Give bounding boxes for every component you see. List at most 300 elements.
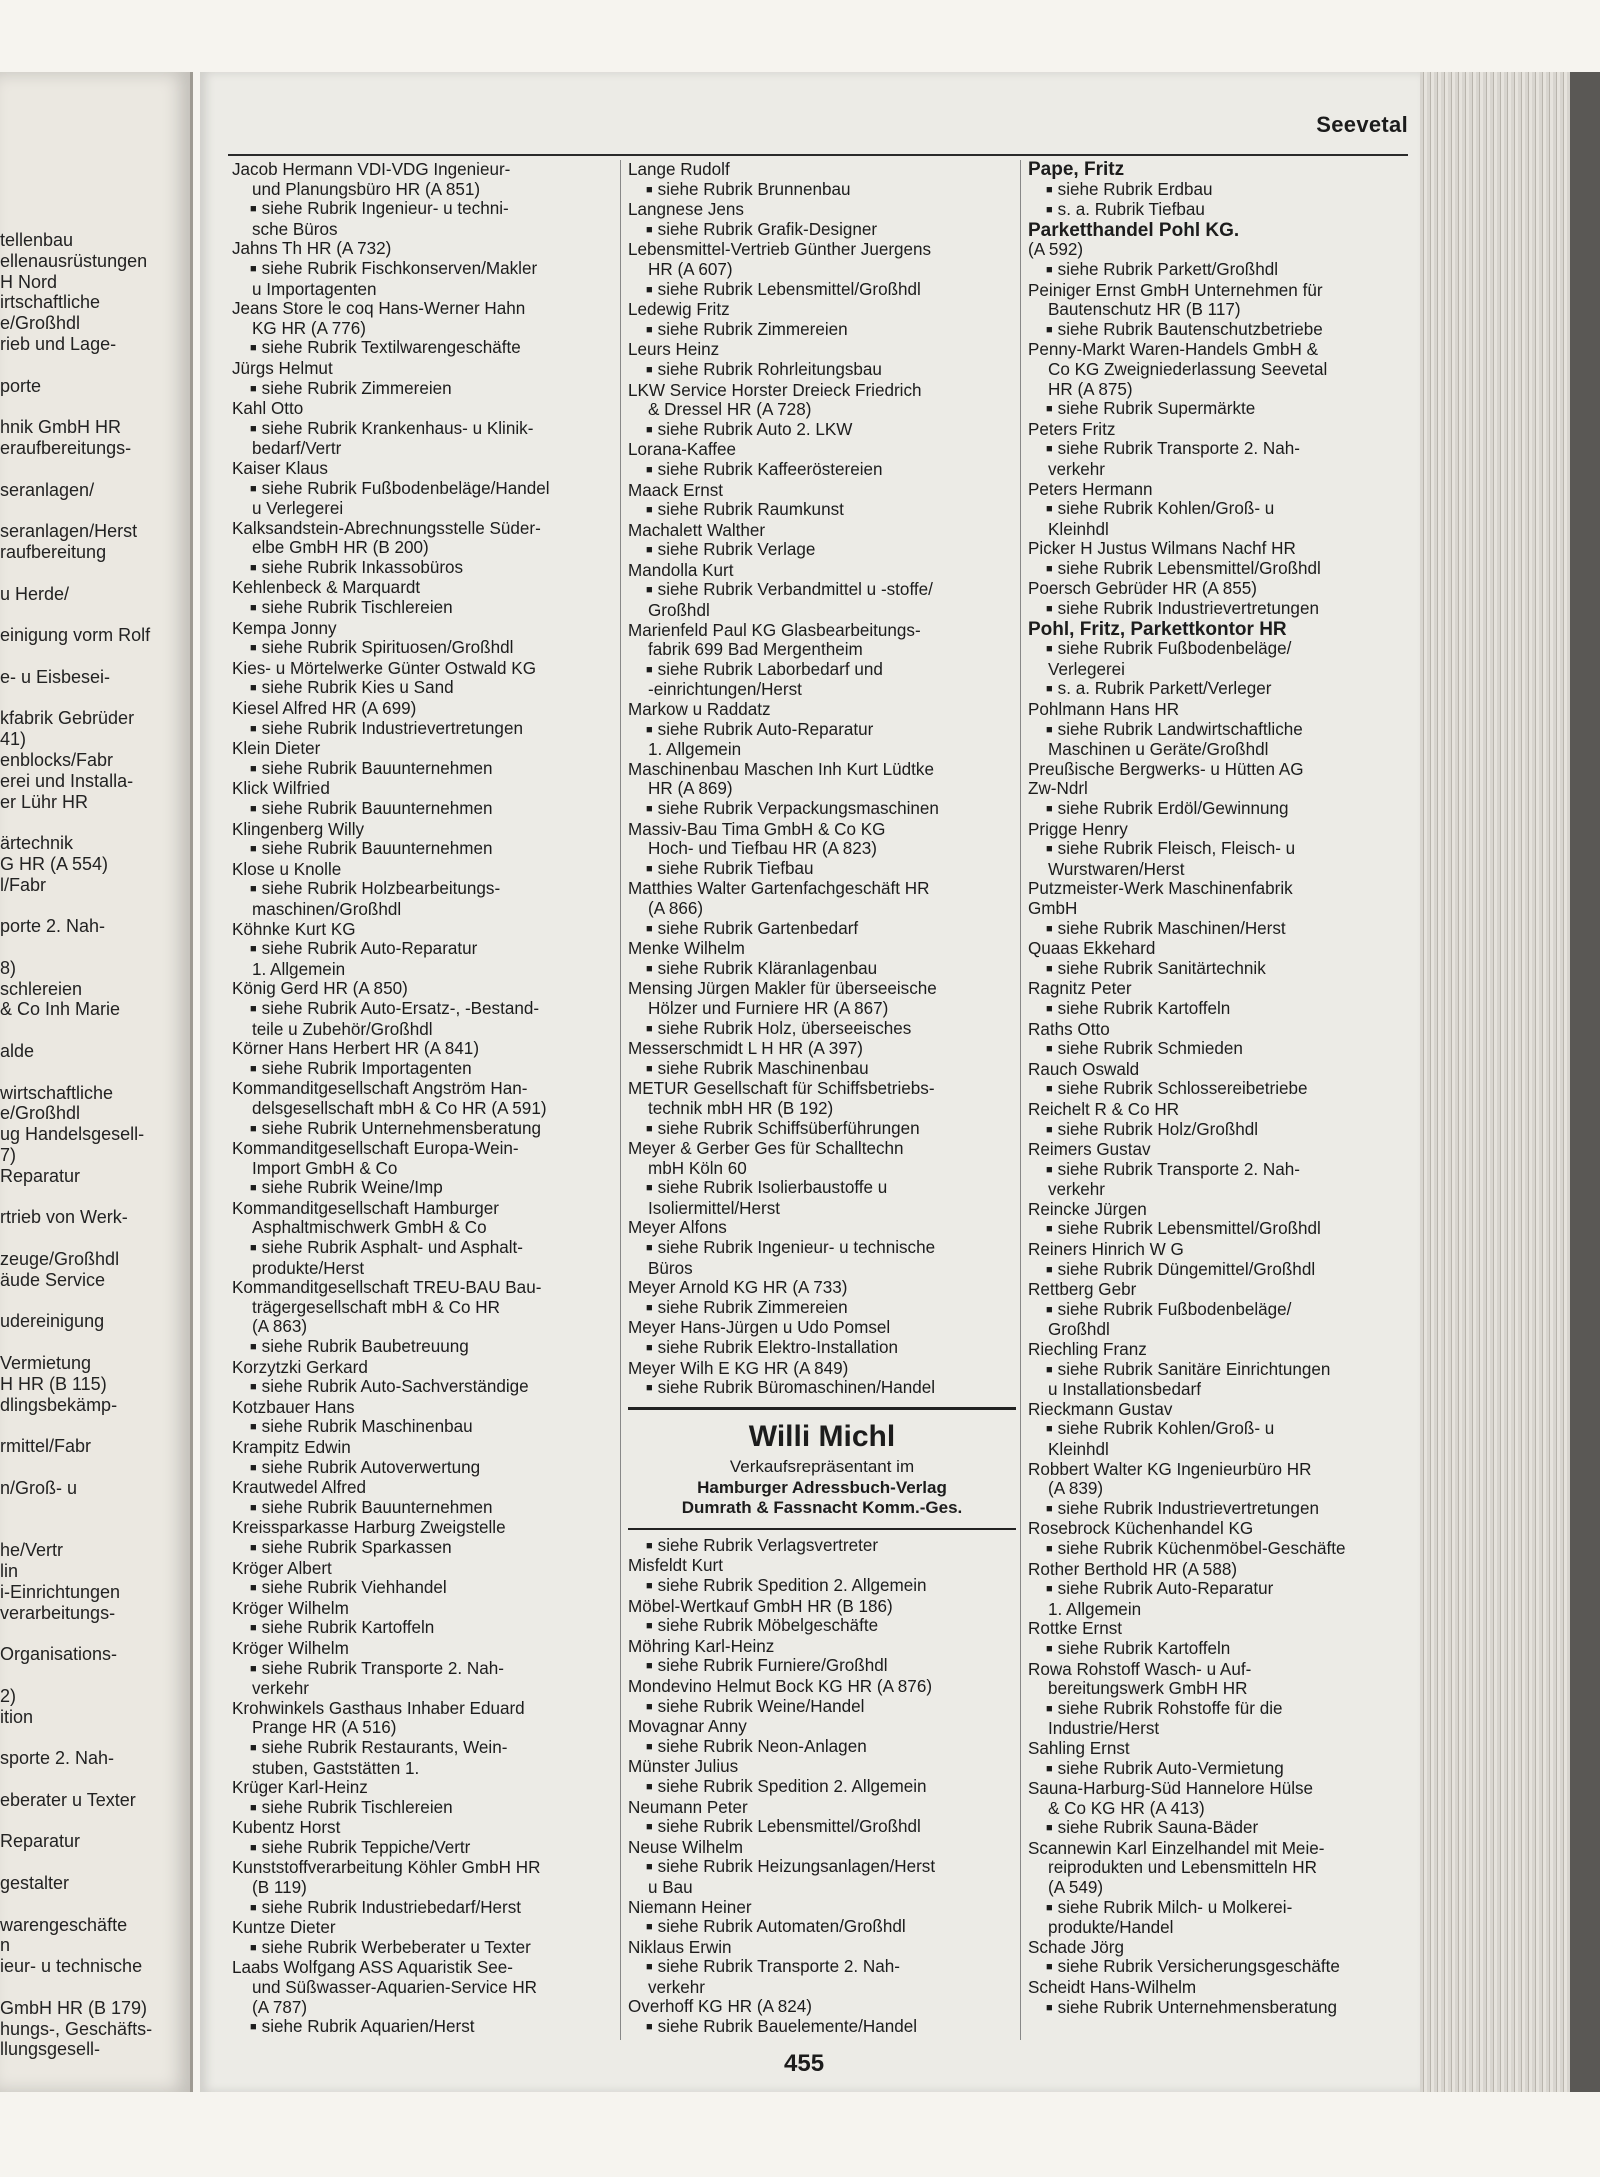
entry-name: Schade Jörg bbox=[1028, 1937, 1124, 1957]
entry-reference: ■ siehe Rubrik Erdbau bbox=[1028, 180, 1416, 201]
entry-name: Scheidt Hans-Wilhelm bbox=[1028, 1978, 1197, 1998]
entry-continuation: stuben, Gaststätten 1. bbox=[252, 1758, 420, 1778]
entry-continuation: Industrie/Herst bbox=[1048, 1719, 1160, 1739]
advert-role: Verkaufsrepräsentant im bbox=[729, 1456, 915, 1476]
entry-reference: ■ siehe Rubrik Rohstoffe für die bbox=[1028, 1699, 1416, 1720]
left-page-line bbox=[0, 1187, 190, 1208]
left-page-line bbox=[0, 604, 190, 625]
left-page-line bbox=[0, 1894, 190, 1915]
left-page-line: eberater u Texter bbox=[0, 1789, 136, 1810]
entry-name: Kalksandstein-Abrechnungsstelle Süder- bbox=[232, 518, 541, 538]
entry-reference: ■ siehe Rubrik Werbeberater u Texter bbox=[232, 1938, 622, 1959]
left-page-line: einigung vorm Rolf bbox=[0, 625, 151, 646]
left-page-line bbox=[0, 1977, 190, 1998]
entry-reference: ■ siehe Rubrik Maschinenbau bbox=[628, 1059, 1016, 1080]
entry-reference: ■ siehe Rubrik Automaten/Großhdl bbox=[628, 1917, 1016, 1938]
entry-continuation: u Bau bbox=[648, 1877, 693, 1897]
left-page-line: zeuge/Großhdl bbox=[0, 1249, 120, 1270]
entry-reference: ■ siehe Rubrik Teppiche/Vertr bbox=[232, 1838, 622, 1859]
entry-reference: ■ siehe Rubrik Ingenieur- u technische bbox=[628, 1238, 1016, 1259]
left-page-line bbox=[0, 1291, 190, 1312]
left-page-line bbox=[0, 937, 190, 958]
left-page-line: e- u Eisbesei- bbox=[0, 666, 111, 687]
entry-reference: ■ siehe Rubrik Textilwarengeschäfte bbox=[232, 338, 622, 359]
entry-reference: ■ siehe Rubrik Heizungsanlagen/Herst bbox=[628, 1857, 1016, 1878]
left-page-line bbox=[0, 1020, 190, 1041]
header-rule bbox=[228, 154, 1408, 156]
entry-name: Möhring Karl-Heinz bbox=[628, 1636, 775, 1656]
entry-continuation: Co KG Zweigniederlassung Seevetal bbox=[1048, 359, 1328, 379]
entry-reference: ■ siehe Rubrik Weine/Handel bbox=[628, 1697, 1016, 1718]
entry-continuation: delsgesellschaft mbH & Co HR (A 591) bbox=[252, 1098, 547, 1118]
entry-name: Jahns Th HR (A 732) bbox=[232, 239, 392, 259]
entry-continuation: maschinen/Großhdl bbox=[252, 899, 402, 919]
entry-reference: ■ siehe Rubrik Neon-Anlagen bbox=[628, 1737, 1016, 1758]
entry-name: LKW Service Horster Dreieck Friedrich bbox=[628, 380, 922, 400]
entry-continuation: Kleinhdl bbox=[1048, 519, 1109, 539]
advert-box bbox=[628, 1407, 1016, 1530]
entry-continuation: u Importagenten bbox=[252, 279, 377, 299]
column-divider bbox=[1020, 160, 1021, 2040]
entry-continuation: (A 787) bbox=[252, 1997, 308, 2017]
entry-name: Reimers Gustav bbox=[1028, 1140, 1151, 1160]
entry-name: Machalett Walther bbox=[628, 520, 766, 540]
left-page-line bbox=[0, 1852, 190, 1873]
entry-name: Scannewin Karl Einzelhandel mit Meie- bbox=[1028, 1838, 1325, 1858]
entry-reference: ■ siehe Rubrik Maschinen/Herst bbox=[1028, 919, 1416, 940]
entry-name: Overhoff KG HR (A 824) bbox=[628, 1997, 812, 2017]
advert-bottom-rule bbox=[628, 1528, 1016, 1530]
left-page-line: porte bbox=[0, 375, 42, 396]
entry-name: Krüger Karl-Heinz bbox=[232, 1778, 368, 1798]
left-page-line: rmittel/Fabr bbox=[0, 1436, 92, 1457]
entry-continuation: 1. Allgemein bbox=[1048, 1599, 1142, 1619]
left-page-line bbox=[0, 459, 190, 480]
entry-reference: ■ siehe Rubrik Raumkunst bbox=[628, 500, 1016, 521]
entry-name: Reiners Hinrich W G bbox=[1028, 1240, 1184, 1260]
scan-bottom-margin bbox=[0, 2092, 1600, 2177]
entry-name: Riechling Franz bbox=[1028, 1340, 1147, 1360]
entry-reference: ■ siehe Rubrik Verlagsvertreter bbox=[628, 1536, 1016, 1557]
left-page-line bbox=[0, 1332, 190, 1353]
entry-name: Kommanditgesellschaft Hamburger bbox=[232, 1198, 499, 1218]
left-page-line: warengeschäfte bbox=[0, 1914, 128, 1935]
entry-name: Neuse Wilhelm bbox=[628, 1837, 743, 1857]
entry-name: Klingenberg Willy bbox=[232, 819, 365, 839]
entry-continuation: technik mbH HR (B 192) bbox=[648, 1098, 834, 1118]
left-page-line bbox=[0, 563, 190, 584]
entry-continuation: Verlegerei bbox=[1048, 659, 1125, 679]
entry-name: Kahl Otto bbox=[232, 399, 304, 419]
entry-name: Sauna-Harburg-Süd Hannelore Hülse bbox=[1028, 1779, 1314, 1799]
entry-name: Reincke Jürgen bbox=[1028, 1199, 1147, 1219]
left-page-line bbox=[0, 1519, 190, 1540]
entry-name: Jeans Store le coq Hans-Werner Hahn bbox=[232, 299, 526, 319]
entry-name: Matthies Walter Gartenfachgeschäft HR bbox=[628, 879, 930, 899]
entry-reference: ■ siehe Rubrik Kläranlagenbau bbox=[628, 959, 1016, 980]
entry-name: Körner Hans Herbert HR (A 841) bbox=[232, 1039, 480, 1059]
entry-reference: ■ siehe Rubrik Auto-Reparatur bbox=[232, 939, 622, 960]
left-page-line: wirtschaftliche bbox=[0, 1082, 114, 1103]
entry-name-bold: Pohl, Fritz, Parkettkontor HR bbox=[1028, 618, 1287, 640]
entry-name: Krohwinkels Gasthaus Inhaber Eduard bbox=[232, 1698, 525, 1718]
advert-name: Willi Michl bbox=[748, 1419, 896, 1453]
left-page-line bbox=[0, 396, 190, 417]
entry-continuation: Großhdl bbox=[648, 601, 710, 621]
left-page-line: Vermietung bbox=[0, 1353, 92, 1374]
left-page-line bbox=[0, 896, 190, 917]
left-page-line: kfabrik Gebrüder bbox=[0, 708, 135, 729]
entry-name: Kempa Jonny bbox=[232, 618, 337, 638]
entry-name: Leurs Heinz bbox=[628, 340, 720, 360]
entry-reference: ■ siehe Rubrik Tiefbau bbox=[628, 859, 1016, 880]
left-page-line: G HR (A 554) bbox=[0, 853, 109, 874]
entry-name: Rosebrock Küchenhandel KG bbox=[1028, 1519, 1254, 1539]
entry-reference: ■ siehe Rubrik Unternehmensberatung bbox=[1028, 1998, 1416, 2019]
entry-reference: ■ siehe Rubrik Fußbodenbeläge/ bbox=[1028, 639, 1416, 660]
entry-reference: ■ siehe Rubrik Verpackungsmaschinen bbox=[628, 799, 1016, 820]
entry-reference: ■ siehe Rubrik Baubetreuung bbox=[232, 1337, 622, 1358]
left-page-line: eraufbereitungs- bbox=[0, 437, 132, 458]
entry-reference: ■ siehe Rubrik Weine/Imp bbox=[232, 1178, 622, 1199]
entry-name: Köhnke Kurt KG bbox=[232, 919, 356, 939]
entry-name: Kuntze Dieter bbox=[232, 1918, 336, 1938]
entry-continuation: bereitungswerk GmbH HR bbox=[1048, 1679, 1248, 1699]
entry-reference: ■ siehe Rubrik Laborbedarf und bbox=[628, 660, 1016, 681]
entry-name: Reichelt R & Co HR bbox=[1028, 1099, 1180, 1119]
entry-reference: ■ siehe Rubrik Lebensmittel/Großhdl bbox=[1028, 1219, 1416, 1240]
entry-reference: ■ s. a. Rubrik Tiefbau bbox=[1028, 200, 1416, 221]
entry-name: METUR Gesellschaft für Schiffsbetriebs- bbox=[628, 1079, 935, 1099]
left-page-line: alde bbox=[0, 1041, 35, 1062]
entry-name: Rauch Oswald bbox=[1028, 1059, 1140, 1079]
left-page-line: ition bbox=[0, 1706, 34, 1727]
left-page-line: ieur- u technische bbox=[0, 1956, 143, 1977]
entry-reference: ■ siehe Rubrik Auto-Ersatz-, -Bestand- bbox=[232, 999, 622, 1020]
left-page-line: enblocks/Fabr bbox=[0, 749, 114, 770]
entry-reference: ■ siehe Rubrik Kartoffeln bbox=[1028, 1639, 1416, 1660]
left-page-fragment bbox=[0, 72, 193, 2092]
entry-reference: ■ siehe Rubrik Holzbearbeitungs- bbox=[232, 879, 622, 900]
entry-reference: ■ siehe Rubrik Furniere/Großhdl bbox=[628, 1656, 1016, 1677]
left-page-line bbox=[0, 1811, 190, 1832]
left-page-line: he/Vertr bbox=[0, 1540, 64, 1561]
left-page-line: ug Handelsgesell- bbox=[0, 1124, 145, 1145]
entry-reference: ■ siehe Rubrik Industrievertretungen bbox=[1028, 1499, 1416, 1520]
entry-reference: ■ siehe Rubrik Autoverwertung bbox=[232, 1458, 622, 1479]
entry-name: Kunststoffverarbeitung Köhler GmbH HR bbox=[232, 1858, 541, 1878]
left-page-line: H Nord bbox=[0, 271, 58, 292]
entry-continuation: Wurstwaren/Herst bbox=[1048, 859, 1185, 879]
entry-name: Jürgs Helmut bbox=[232, 358, 333, 378]
entry-continuation: 1. Allgemein bbox=[252, 959, 346, 979]
entry-reference: ■ siehe Rubrik Kohlen/Groß- u bbox=[1028, 1419, 1416, 1440]
page-number: 455 bbox=[784, 2050, 825, 2077]
entry-reference: ■ siehe Rubrik Importagenten bbox=[232, 1059, 622, 1080]
entry-continuation: HR (A 607) bbox=[648, 259, 733, 279]
entry-name: Quaas Ekkehard bbox=[1028, 939, 1156, 959]
entry-continuation: verkehr bbox=[1048, 1180, 1105, 1200]
entry-reference: ■ siehe Rubrik Bautenschutzbetriebe bbox=[1028, 320, 1416, 341]
entry-name: Robbert Walter KG Ingenieurbüro HR bbox=[1028, 1459, 1312, 1479]
entry-reference: ■ siehe Rubrik Fußbodenbeläge/ bbox=[1028, 1300, 1416, 1321]
entry-continuation: Hölzer und Furniere HR (A 867) bbox=[648, 998, 889, 1018]
entry-name: Rother Berthold HR (A 588) bbox=[1028, 1559, 1238, 1579]
entry-name: Klick Wilfried bbox=[232, 779, 330, 799]
entry-reference: ■ siehe Rubrik Schiffsüberführungen bbox=[628, 1119, 1016, 1140]
entry-reference: ■ siehe Rubrik Möbelgeschäfte bbox=[628, 1616, 1016, 1637]
entry-reference: ■ siehe Rubrik Versicherungsgeschäfte bbox=[1028, 1957, 1416, 1978]
entry-continuation: (A 549) bbox=[1048, 1878, 1104, 1898]
entry-name: Mandolla Kurt bbox=[628, 560, 734, 580]
advert-company-line-2: Dumrath & Fassnacht Komm.-Ges. bbox=[681, 1497, 963, 1517]
entry-reference: ■ siehe Rubrik Sauna-Bäder bbox=[1028, 1818, 1416, 1839]
entry-reference: ■ siehe Rubrik Isolierbaustoffe u bbox=[628, 1178, 1016, 1199]
entry-name: Maschinenbau Maschen Inh Kurt Lüdtke bbox=[628, 759, 934, 779]
left-page-line: er Lühr HR bbox=[0, 791, 89, 812]
left-page-line: hungs-, Geschäfts- bbox=[0, 2018, 153, 2039]
entry-reference: ■ siehe Rubrik Schmieden bbox=[1028, 1039, 1416, 1060]
entry-reference: ■ siehe Rubrik Transporte 2. Nah- bbox=[1028, 439, 1416, 460]
left-page-line: seranlagen/Herst bbox=[0, 521, 138, 542]
entry-continuation: Isoliermittel/Herst bbox=[648, 1198, 781, 1218]
entry-continuation: fabrik 699 Bad Mergentheim bbox=[648, 640, 863, 660]
entry-name: Langnese Jens bbox=[628, 200, 744, 220]
entry-name: Lorana-Kaffee bbox=[628, 440, 737, 460]
entry-name: Lange Rudolf bbox=[628, 160, 730, 179]
left-page-line: ärtechnik bbox=[0, 833, 74, 854]
entry-reference: ■ siehe Rubrik Zimmereien bbox=[232, 379, 622, 400]
entry-name: Picker H Justus Wilmans Nachf HR bbox=[1028, 539, 1296, 559]
left-page-line: H HR (B 115) bbox=[0, 1373, 107, 1394]
advert-company-line-1: Hamburger Adressbuch-Verlag bbox=[697, 1477, 947, 1497]
entry-reference: ■ siehe Rubrik Transporte 2. Nah- bbox=[232, 1659, 622, 1680]
entry-name: (A 592) bbox=[1028, 240, 1084, 260]
entry-name: Peiniger Ernst GmbH Unternehmen für bbox=[1028, 280, 1323, 300]
left-page-line: dlingsbekämp- bbox=[0, 1394, 118, 1415]
entry-name: Niemann Heiner bbox=[628, 1897, 752, 1917]
entry-name: Meyer Hans-Jürgen u Udo Pomsel bbox=[628, 1318, 891, 1338]
entry-name: Rowa Rohstoff Wasch- u Auf- bbox=[1028, 1659, 1252, 1679]
entry-reference: ■ siehe Rubrik Holz/Großhdl bbox=[1028, 1120, 1416, 1141]
entry-continuation: Großhdl bbox=[1048, 1320, 1110, 1340]
entry-name: Kröger Wilhelm bbox=[232, 1598, 349, 1618]
entry-reference: ■ siehe Rubrik Inkassobüros bbox=[232, 558, 622, 579]
entry-name: Rettberg Gebr bbox=[1028, 1280, 1137, 1300]
left-page-line bbox=[0, 355, 190, 376]
entry-reference: ■ siehe Rubrik Restaurants, Wein- bbox=[232, 1738, 622, 1759]
entry-continuation: Asphaltmischwerk GmbH & Co bbox=[252, 1218, 487, 1238]
entry-reference: ■ siehe Rubrik Aquarien/Herst bbox=[232, 2017, 622, 2038]
entry-reference: ■ siehe Rubrik Transporte 2. Nah- bbox=[628, 1957, 1016, 1978]
entry-name: Peters Hermann bbox=[1028, 479, 1153, 499]
entry-reference: ■ siehe Rubrik Auto-Sachverständige bbox=[232, 1377, 622, 1398]
entry-continuation: verkehr bbox=[648, 1977, 705, 1997]
entry-reference: ■ siehe Rubrik Auto 2. LKW bbox=[628, 420, 1016, 441]
entry-continuation: HR (A 875) bbox=[1048, 379, 1133, 399]
left-page-line: n/Groß- u bbox=[0, 1477, 78, 1498]
entry-name: Korzytzki Gerkard bbox=[232, 1357, 368, 1377]
entry-continuation: & Dressel HR (A 728) bbox=[648, 400, 812, 420]
entry-reference: ■ siehe Rubrik Auto-Reparatur bbox=[628, 720, 1016, 741]
entry-name: Markow u Raddatz bbox=[628, 700, 771, 720]
entry-continuation: (A 863) bbox=[252, 1317, 308, 1337]
entry-continuation: Büros bbox=[648, 1258, 693, 1278]
left-page-line bbox=[0, 1457, 190, 1478]
entry-reference: ■ siehe Rubrik Lebensmittel/Großhdl bbox=[1028, 559, 1416, 580]
entry-reference: ■ siehe Rubrik Zimmereien bbox=[628, 320, 1016, 341]
entry-reference: ■ s. a. Rubrik Parkett/Verleger bbox=[1028, 679, 1416, 700]
entry-name: Kreissparkasse Harburg Zweigstelle bbox=[232, 1518, 506, 1538]
left-page-line bbox=[0, 1665, 190, 1686]
entry-name: Kubentz Horst bbox=[232, 1818, 341, 1838]
entry-name: Meyer Wilh E KG HR (A 849) bbox=[628, 1358, 849, 1378]
entry-name: Putzmeister-Werk Maschinenfabrik bbox=[1028, 879, 1293, 899]
left-page-line bbox=[0, 1727, 190, 1748]
entry-reference: ■ siehe Rubrik Bauunternehmen bbox=[232, 799, 622, 820]
left-page-line: irtschaftliche bbox=[0, 292, 101, 313]
entry-reference: ■ siehe Rubrik Schlossereibetriebe bbox=[1028, 1079, 1416, 1100]
entry-reference: ■ siehe Rubrik Bauelemente/Handel bbox=[628, 2017, 1016, 2038]
entry-reference: ■ siehe Rubrik Lebensmittel/Großhdl bbox=[628, 280, 1016, 301]
entry-continuation: verkehr bbox=[1048, 459, 1105, 479]
entry-reference: ■ siehe Rubrik Ingenieur- u techni- bbox=[232, 199, 622, 220]
entry-name: Laabs Wolfgang ASS Aquaristik See- bbox=[232, 1958, 513, 1978]
left-page-line: schlereien bbox=[0, 978, 83, 999]
entry-reference: ■ siehe Rubrik Fleisch, Fleisch- u bbox=[1028, 839, 1416, 860]
entry-reference: ■ siehe Rubrik Viehhandel bbox=[232, 1578, 622, 1599]
entry-reference: ■ siehe Rubrik Industriebedarf/Herst bbox=[232, 1898, 622, 1919]
entry-name: Kiesel Alfred HR (A 699) bbox=[232, 699, 417, 719]
entry-continuation: (A 866) bbox=[648, 898, 704, 918]
entry-reference: ■ siehe Rubrik Bauunternehmen bbox=[232, 839, 622, 860]
entry-continuation: Prange HR (A 516) bbox=[252, 1718, 397, 1738]
entry-name: Meyer Arnold KG HR (A 733) bbox=[628, 1278, 848, 1298]
entry-name: Niklaus Erwin bbox=[628, 1937, 732, 1957]
entry-name: Kehlenbeck & Marquardt bbox=[232, 578, 421, 598]
entry-continuation: und Süßwasser-Aquarien-Service HR bbox=[252, 1978, 538, 1998]
entry-continuation: HR (A 869) bbox=[648, 779, 733, 799]
entry-reference: ■ siehe Rubrik Sanitäre Einrichtungen bbox=[1028, 1360, 1416, 1381]
left-page-line: 41) bbox=[0, 729, 27, 750]
entry-name-bold: Parketthandel Pohl KG. bbox=[1028, 219, 1240, 241]
entry-reference: ■ siehe Rubrik Verlage bbox=[628, 540, 1016, 561]
entry-reference: ■ siehe Rubrik Supermärkte bbox=[1028, 399, 1416, 420]
entry-continuation: verkehr bbox=[252, 1679, 309, 1699]
entry-reference: ■ siehe Rubrik Zimmereien bbox=[628, 1298, 1016, 1319]
left-page-line: llungsgesell- bbox=[0, 2039, 101, 2060]
entry-continuation: trägergesellschaft mbH & Co HR bbox=[252, 1297, 500, 1317]
left-page-line: udereinigung bbox=[0, 1311, 105, 1332]
left-page-line: ellenausrüstungen bbox=[0, 250, 148, 271]
entry-name: Ragnitz Peter bbox=[1028, 979, 1132, 999]
entry-reference: ■ siehe Rubrik Bauunternehmen bbox=[232, 759, 622, 780]
entry-name: Menke Wilhelm bbox=[628, 939, 745, 959]
entry-name: Möbel-Wertkauf GmbH HR (B 186) bbox=[628, 1596, 893, 1616]
book-page-edges bbox=[1420, 72, 1570, 2092]
entry-continuation: & Co KG HR (A 413) bbox=[1048, 1798, 1205, 1818]
entry-name: Lebensmittel-Vertrieb Günther Juergens bbox=[628, 240, 932, 260]
entry-name: Kies- u Mörtelwerke Günter Ostwald KG bbox=[232, 658, 536, 678]
entry-name: Sahling Ernst bbox=[1028, 1738, 1130, 1758]
entry-name: Klose u Knolle bbox=[232, 859, 342, 879]
directory-column-1 bbox=[232, 160, 622, 2038]
left-page-line: sporte 2. Nah- bbox=[0, 1748, 115, 1769]
directory-column-3 bbox=[1028, 160, 1416, 2018]
left-page-line: 8) bbox=[0, 957, 17, 978]
left-page-line: & Co Inh Marie bbox=[0, 999, 121, 1020]
left-page-line: n bbox=[0, 1935, 11, 1956]
entry-continuation: Import GmbH & Co bbox=[252, 1158, 398, 1178]
entry-name: Neumann Peter bbox=[628, 1797, 748, 1817]
left-page-line bbox=[0, 812, 190, 833]
entry-reference: ■ siehe Rubrik Spirituosen/Großhdl bbox=[232, 638, 622, 659]
entry-reference: ■ siehe Rubrik Tischlereien bbox=[232, 598, 622, 619]
entry-name: Rieckmann Gustav bbox=[1028, 1399, 1173, 1419]
left-page-line bbox=[0, 1062, 190, 1083]
entry-name: Kommanditgesellschaft Europa-Wein- bbox=[232, 1139, 519, 1159]
left-page-line: GmbH HR (B 179) bbox=[0, 1997, 148, 2018]
entry-name: Poersch Gebrüder HR (A 855) bbox=[1028, 579, 1257, 599]
entry-continuation: Maschinen u Geräte/Großhdl bbox=[1048, 740, 1269, 760]
entry-reference: ■ siehe Rubrik Kartoffeln bbox=[1028, 999, 1416, 1020]
entry-continuation: Bautenschutz HR (B 117) bbox=[1048, 300, 1241, 320]
entry-reference: ■ siehe Rubrik Fußbodenbeläge/Handel bbox=[232, 479, 622, 500]
directory-column-2 bbox=[628, 160, 1016, 2038]
entry-continuation: produkte/Handel bbox=[1048, 1918, 1174, 1938]
entry-reference: ■ siehe Rubrik Gartenbedarf bbox=[628, 919, 1016, 940]
left-page-line: Reparatur bbox=[0, 1831, 81, 1852]
entry-reference: ■ siehe Rubrik Erdöl/Gewinnung bbox=[1028, 799, 1416, 820]
entry-reference: ■ siehe Rubrik Sanitärtechnik bbox=[1028, 959, 1416, 980]
entry-reference: ■ siehe Rubrik Auto-Reparatur bbox=[1028, 1579, 1416, 1600]
entry-reference: ■ siehe Rubrik Auto-Vermietung bbox=[1028, 1759, 1416, 1780]
left-page-line bbox=[0, 1769, 190, 1790]
entry-reference: ■ siehe Rubrik Parkett/Großhdl bbox=[1028, 260, 1416, 281]
entry-reference: ■ siehe Rubrik Industrievertretungen bbox=[232, 719, 622, 740]
entry-name: Raths Otto bbox=[1028, 1019, 1110, 1039]
entry-reference: ■ siehe Rubrik Spedition 2. Allgemein bbox=[628, 1777, 1016, 1798]
entry-name: Kommanditgesellschaft Angström Han- bbox=[232, 1079, 528, 1099]
left-page-line: seranlagen/ bbox=[0, 479, 95, 500]
entry-continuation: elbe GmbH HR (B 200) bbox=[252, 538, 429, 558]
entry-continuation: -einrichtungen/Herst bbox=[648, 680, 802, 700]
left-page-line: äude Service bbox=[0, 1269, 106, 1290]
entry-continuation: produkte/Herst bbox=[252, 1258, 365, 1278]
left-page-line bbox=[0, 1499, 190, 1520]
entry-continuation: KG HR (A 776) bbox=[252, 318, 366, 338]
entry-reference: ■ siehe Rubrik Küchenmöbel-Geschäfte bbox=[1028, 1539, 1416, 1560]
entry-name: Movagnar Anny bbox=[628, 1717, 747, 1737]
left-page-line bbox=[0, 500, 190, 521]
entry-reference: ■ siehe Rubrik Kies u Sand bbox=[232, 678, 622, 699]
entry-continuation: (A 839) bbox=[1048, 1479, 1104, 1499]
entry-reference: ■ siehe Rubrik Maschinenbau bbox=[232, 1417, 622, 1438]
entry-name: Messerschmidt L H HR (A 397) bbox=[628, 1039, 863, 1059]
entry-name: Misfeldt Kurt bbox=[628, 1556, 723, 1576]
left-page-line: verarbeitungs- bbox=[0, 1602, 116, 1623]
entry-name: Rottke Ernst bbox=[1028, 1619, 1123, 1639]
left-page-line: rieb und Lage- bbox=[0, 333, 117, 354]
entry-continuation: 1. Allgemein bbox=[648, 740, 742, 760]
scan-top-margin bbox=[0, 0, 1600, 72]
entry-reference: ■ siehe Rubrik Kaffeeröstereien bbox=[628, 460, 1016, 481]
entry-continuation: reiprodukten und Lebensmitteln HR bbox=[1048, 1858, 1317, 1878]
entry-reference: ■ siehe Rubrik Spedition 2. Allgemein bbox=[628, 1576, 1016, 1597]
entry-reference: ■ siehe Rubrik Grafik-Designer bbox=[628, 220, 1016, 241]
left-page-line: rtrieb von Werk- bbox=[0, 1207, 128, 1228]
left-page-line: lin bbox=[0, 1561, 19, 1581]
